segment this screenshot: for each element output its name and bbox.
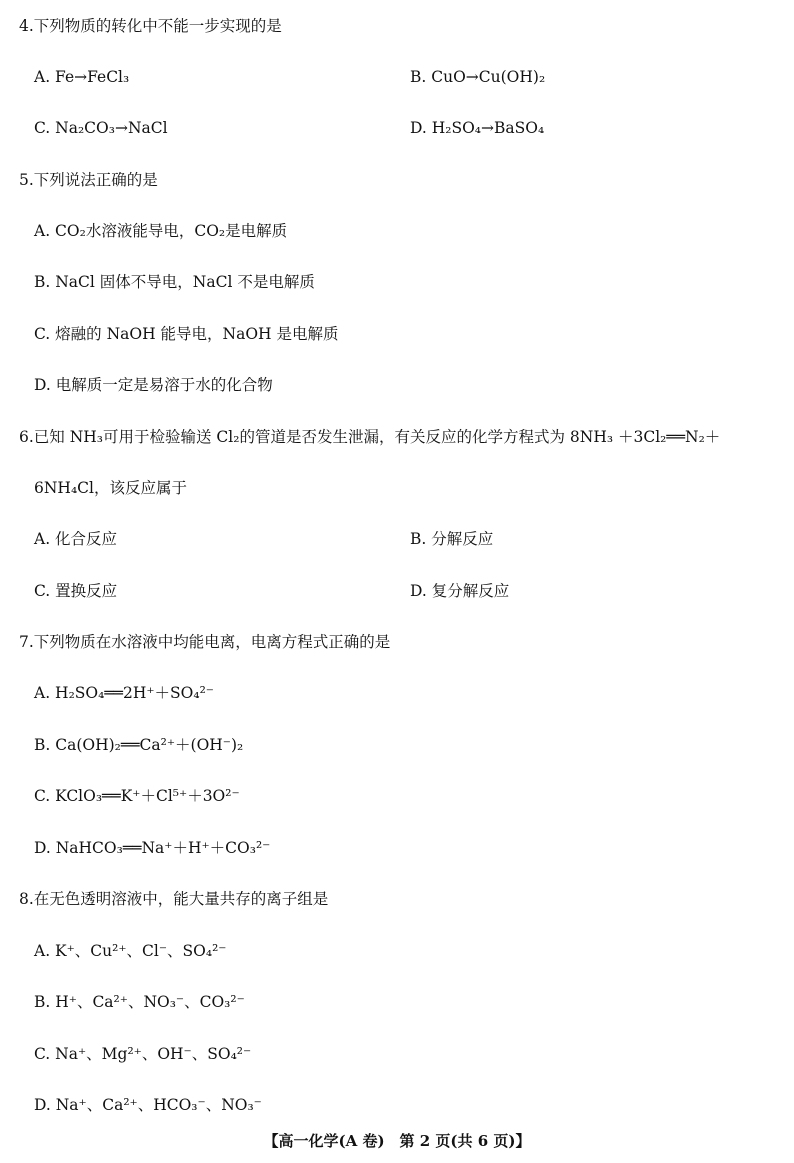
question-6-option-b: B. 分解反应 bbox=[410, 530, 494, 548]
question-7-option-d: D. NaHCO₃══Na⁺＋H⁺＋CO₃²⁻ bbox=[34, 839, 271, 857]
question-6-option-d: D. 复分解反应 bbox=[410, 582, 510, 600]
question-6-stem-line-1: 6.已知 NH₃可用于检验输送 Cl₂的管道是否发生泄漏，有关反应的化学方程式为 8NH₃ ＋3Cl₂══N₂＋ bbox=[19, 428, 721, 446]
question-8-option-d: D. Na⁺、Ca²⁺、HCO₃⁻、NO₃⁻ bbox=[34, 1096, 262, 1114]
question-7-option-c: C. KClO₃══K⁺＋Cl⁵⁺＋3O²⁻ bbox=[34, 787, 240, 805]
question-8-stem: 8.在无色透明溶液中，能大量共存的离子组是 bbox=[19, 890, 329, 908]
question-8-option-c: C. Na⁺、Mg²⁺、OH⁻、SO₄²⁻ bbox=[34, 1045, 252, 1063]
question-6-option-c: C. 置换反应 bbox=[34, 582, 118, 600]
question-8-option-b: B. H⁺、Ca²⁺、NO₃⁻、CO₃²⁻ bbox=[34, 993, 245, 1011]
question-4-stem: 4.下列物质的转化中不能一步实现的是 bbox=[19, 17, 282, 35]
question-5-option-d: D. 电解质一定是易溶于水的化合物 bbox=[34, 376, 273, 394]
question-5-stem: 5.下列说法正确的是 bbox=[19, 171, 158, 189]
question-4-option-a: A. Fe→FeCl₃ bbox=[34, 68, 130, 86]
question-4-option-d: D. H₂SO₄→BaSO₄ bbox=[410, 119, 545, 137]
question-6-option-a: A. 化合反应 bbox=[34, 530, 118, 548]
page-footer: 【高一化学(A 卷) 第 2 页(共 6 页)】 bbox=[263, 1132, 531, 1150]
question-7-stem: 7.下列物质在水溶液中均能电离，电离方程式正确的是 bbox=[19, 633, 391, 651]
question-6-stem-line-2: 6NH₄Cl，该反应属于 bbox=[34, 479, 187, 497]
question-7-option-b: B. Ca(OH)₂══Ca²⁺＋(OH⁻)₂ bbox=[34, 736, 244, 754]
question-7-option-a: A. H₂SO₄══2H⁺＋SO₄²⁻ bbox=[34, 684, 214, 702]
question-5-option-a: A. CO₂水溶液能导电，CO₂是电解质 bbox=[34, 222, 288, 240]
question-5-option-c: C. 熔融的 NaOH 能导电，NaOH 是电解质 bbox=[34, 325, 339, 343]
question-4-option-c: C. Na₂CO₃→NaCl bbox=[34, 119, 168, 137]
question-5-option-b: B. NaCl 固体不导电，NaCl 不是电解质 bbox=[34, 273, 315, 291]
question-8-option-a: A. K⁺、Cu²⁺、Cl⁻、SO₄²⁻ bbox=[34, 942, 227, 960]
question-4-option-b: B. CuO→Cu(OH)₂ bbox=[410, 68, 546, 86]
